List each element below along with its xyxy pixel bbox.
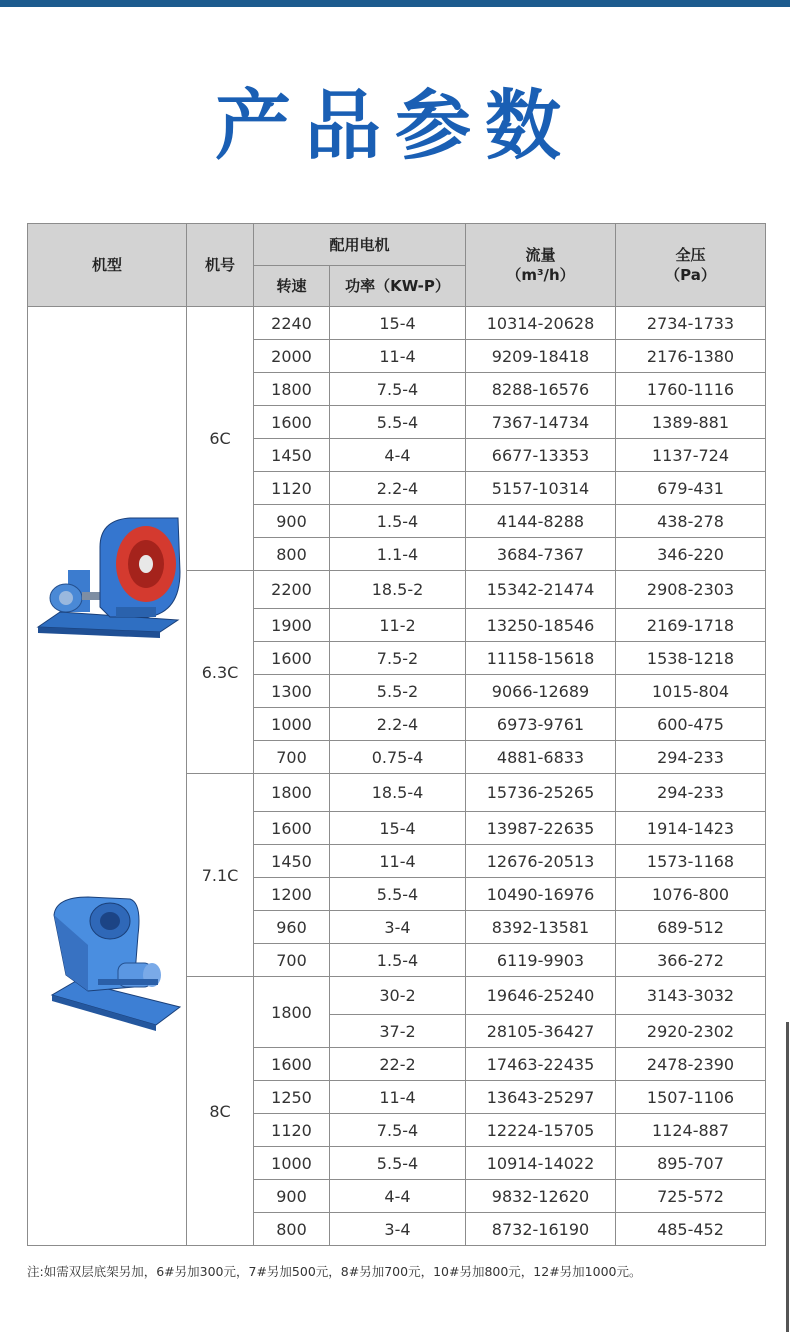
speed-cell: 1600 bbox=[254, 812, 330, 845]
power-cell: 3-4 bbox=[330, 911, 466, 944]
pressure-cell: 689-512 bbox=[616, 911, 766, 944]
flow-cell: 17463-22435 bbox=[466, 1048, 616, 1081]
speed-cell: 1600 bbox=[254, 1048, 330, 1081]
pressure-cell: 366-272 bbox=[616, 944, 766, 977]
pressure-cell: 2734-1733 bbox=[616, 307, 766, 340]
power-cell: 5.5-4 bbox=[330, 878, 466, 911]
speed-cell: 1800 bbox=[254, 373, 330, 406]
pressure-cell: 1015-804 bbox=[616, 675, 766, 708]
flow-cell: 10490-16976 bbox=[466, 878, 616, 911]
pressure-cell: 2920-2302 bbox=[616, 1015, 766, 1048]
flow-cell: 12676-20513 bbox=[466, 845, 616, 878]
flow-cell: 28105-36427 bbox=[466, 1015, 616, 1048]
flow-cell: 8288-16576 bbox=[466, 373, 616, 406]
speed-cell: 1450 bbox=[254, 845, 330, 878]
power-cell: 18.5-4 bbox=[330, 774, 466, 812]
power-cell: 1.5-4 bbox=[330, 505, 466, 538]
header-number: 机号 bbox=[187, 224, 254, 307]
pressure-cell: 600-475 bbox=[616, 708, 766, 741]
speed-cell: 1800 bbox=[254, 774, 330, 812]
flow-cell: 5157-10314 bbox=[466, 472, 616, 505]
flow-cell: 4881-6833 bbox=[466, 741, 616, 774]
flow-cell: 13250-18546 bbox=[466, 609, 616, 642]
flow-cell: 10914-14022 bbox=[466, 1147, 616, 1180]
header-flow-label: 流量 bbox=[525, 246, 556, 264]
speed-cell: 1450 bbox=[254, 439, 330, 472]
flow-cell: 13643-25297 bbox=[466, 1081, 616, 1114]
power-cell: 5.5-2 bbox=[330, 675, 466, 708]
power-cell: 22-2 bbox=[330, 1048, 466, 1081]
centrifugal-fan-red-impeller-icon bbox=[30, 512, 185, 647]
pressure-cell: 2176-1380 bbox=[616, 340, 766, 373]
top-accent-bar bbox=[0, 0, 790, 7]
power-cell: 5.5-4 bbox=[330, 1147, 466, 1180]
power-cell: 7.5-4 bbox=[330, 1114, 466, 1147]
machine-number-cell: 7.1C bbox=[187, 774, 254, 977]
flow-cell: 15342-21474 bbox=[466, 571, 616, 609]
speed-cell: 2200 bbox=[254, 571, 330, 609]
power-cell: 2.2-4 bbox=[330, 708, 466, 741]
pressure-cell: 2169-1718 bbox=[616, 609, 766, 642]
page-title: 产品参数 bbox=[215, 81, 575, 170]
pressure-cell: 294-233 bbox=[616, 741, 766, 774]
header-pressure-unit: （Pa） bbox=[665, 266, 716, 284]
flow-cell: 9832-12620 bbox=[466, 1180, 616, 1213]
power-cell: 4-4 bbox=[330, 439, 466, 472]
fan-images bbox=[28, 307, 186, 1245]
header-pressure bbox=[616, 224, 766, 307]
power-cell: 3-4 bbox=[330, 1213, 466, 1246]
flow-cell: 7367-14734 bbox=[466, 406, 616, 439]
flow-cell: 13987-22635 bbox=[466, 812, 616, 845]
speed-cell: 800 bbox=[254, 1213, 330, 1246]
power-cell: 15-4 bbox=[330, 812, 466, 845]
speed-cell: 800 bbox=[254, 538, 330, 571]
speed-cell: 700 bbox=[254, 741, 330, 774]
pressure-cell: 895-707 bbox=[616, 1147, 766, 1180]
flow-cell: 6973-9761 bbox=[466, 708, 616, 741]
speed-cell: 1200 bbox=[254, 878, 330, 911]
header-model: 机型 bbox=[28, 224, 187, 307]
flow-cell: 8732-16190 bbox=[466, 1213, 616, 1246]
flow-cell: 9209-18418 bbox=[466, 340, 616, 373]
pressure-cell: 3143-3032 bbox=[616, 977, 766, 1015]
pressure-cell: 1760-1116 bbox=[616, 373, 766, 406]
power-cell: 0.75-4 bbox=[330, 741, 466, 774]
pressure-cell: 725-572 bbox=[616, 1180, 766, 1213]
power-cell: 1.5-4 bbox=[330, 944, 466, 977]
power-cell: 18.5-2 bbox=[330, 571, 466, 609]
speed-cell: 1120 bbox=[254, 472, 330, 505]
pressure-cell: 1538-1218 bbox=[616, 642, 766, 675]
speed-cell: 900 bbox=[254, 505, 330, 538]
speed-cell: 2240 bbox=[254, 307, 330, 340]
header-flow-unit: （m³/h） bbox=[506, 266, 575, 284]
power-cell: 30-2 bbox=[330, 977, 466, 1015]
flow-cell: 3684-7367 bbox=[466, 538, 616, 571]
centrifugal-fan-blue-housing-icon bbox=[48, 895, 183, 1033]
header-speed: 转速 bbox=[254, 266, 330, 307]
power-cell: 11-4 bbox=[330, 1081, 466, 1114]
pressure-cell: 346-220 bbox=[616, 538, 766, 571]
pressure-cell: 679-431 bbox=[616, 472, 766, 505]
speed-cell: 1600 bbox=[254, 642, 330, 675]
speed-cell: 1120 bbox=[254, 1114, 330, 1147]
flow-cell: 10314-20628 bbox=[466, 307, 616, 340]
speed-cell: 1000 bbox=[254, 1147, 330, 1180]
pressure-cell: 1507-1106 bbox=[616, 1081, 766, 1114]
speed-cell: 1600 bbox=[254, 406, 330, 439]
power-cell: 5.5-4 bbox=[330, 406, 466, 439]
pressure-cell: 294-233 bbox=[616, 774, 766, 812]
header-flow bbox=[466, 224, 616, 307]
pressure-cell: 1389-881 bbox=[616, 406, 766, 439]
power-cell: 4-4 bbox=[330, 1180, 466, 1213]
pressure-cell: 1137-724 bbox=[616, 439, 766, 472]
power-cell: 15-4 bbox=[330, 307, 466, 340]
power-cell: 37-2 bbox=[330, 1015, 466, 1048]
header-motor: 配用电机 bbox=[254, 224, 466, 266]
speed-cell: 700 bbox=[254, 944, 330, 977]
power-cell: 7.5-2 bbox=[330, 642, 466, 675]
pressure-cell: 438-278 bbox=[616, 505, 766, 538]
flow-cell: 6677-13353 bbox=[466, 439, 616, 472]
pressure-cell: 1573-1168 bbox=[616, 845, 766, 878]
flow-cell: 15736-25265 bbox=[466, 774, 616, 812]
flow-cell: 4144-8288 bbox=[466, 505, 616, 538]
speed-cell: 1000 bbox=[254, 708, 330, 741]
flow-cell: 8392-13581 bbox=[466, 911, 616, 944]
power-cell: 11-4 bbox=[330, 340, 466, 373]
power-cell: 1.1-4 bbox=[330, 538, 466, 571]
header-pressure-label: 全压 bbox=[675, 246, 706, 264]
pressure-cell: 1914-1423 bbox=[616, 812, 766, 845]
power-cell: 11-4 bbox=[330, 845, 466, 878]
model-image-cell bbox=[28, 307, 187, 1246]
flow-cell: 19646-25240 bbox=[466, 977, 616, 1015]
pressure-cell: 1124-887 bbox=[616, 1114, 766, 1147]
machine-number-cell: 6.3C bbox=[187, 571, 254, 774]
speed-cell: 1300 bbox=[254, 675, 330, 708]
machine-number-cell: 8C bbox=[187, 977, 254, 1246]
header-power: 功率（KW-P） bbox=[330, 266, 466, 307]
table-row bbox=[28, 307, 766, 340]
spec-table-body bbox=[28, 307, 766, 1246]
flow-cell: 6119-9903 bbox=[466, 944, 616, 977]
speed-cell: 2000 bbox=[254, 340, 330, 373]
flow-cell: 9066-12689 bbox=[466, 675, 616, 708]
pressure-cell: 2478-2390 bbox=[616, 1048, 766, 1081]
speed-cell: 900 bbox=[254, 1180, 330, 1213]
flow-cell: 12224-15705 bbox=[466, 1114, 616, 1147]
pressure-cell: 485-452 bbox=[616, 1213, 766, 1246]
pressure-cell: 1076-800 bbox=[616, 878, 766, 911]
speed-cell: 1800 bbox=[254, 977, 330, 1048]
machine-number-cell: 6C bbox=[187, 307, 254, 571]
footnote: 注:如需双层底架另加，6#另加300元，7#另加500元，8#另加700元，10#另加800元，12#另加1000元。 bbox=[27, 1264, 642, 1279]
speed-cell: 1900 bbox=[254, 609, 330, 642]
speed-cell: 1250 bbox=[254, 1081, 330, 1114]
power-cell: 2.2-4 bbox=[330, 472, 466, 505]
spec-table bbox=[27, 223, 766, 1246]
flow-cell: 11158-15618 bbox=[466, 642, 616, 675]
scroll-indicator-line bbox=[786, 1022, 789, 1332]
power-cell: 7.5-4 bbox=[330, 373, 466, 406]
power-cell: 11-2 bbox=[330, 609, 466, 642]
speed-cell: 960 bbox=[254, 911, 330, 944]
pressure-cell: 2908-2303 bbox=[616, 571, 766, 609]
